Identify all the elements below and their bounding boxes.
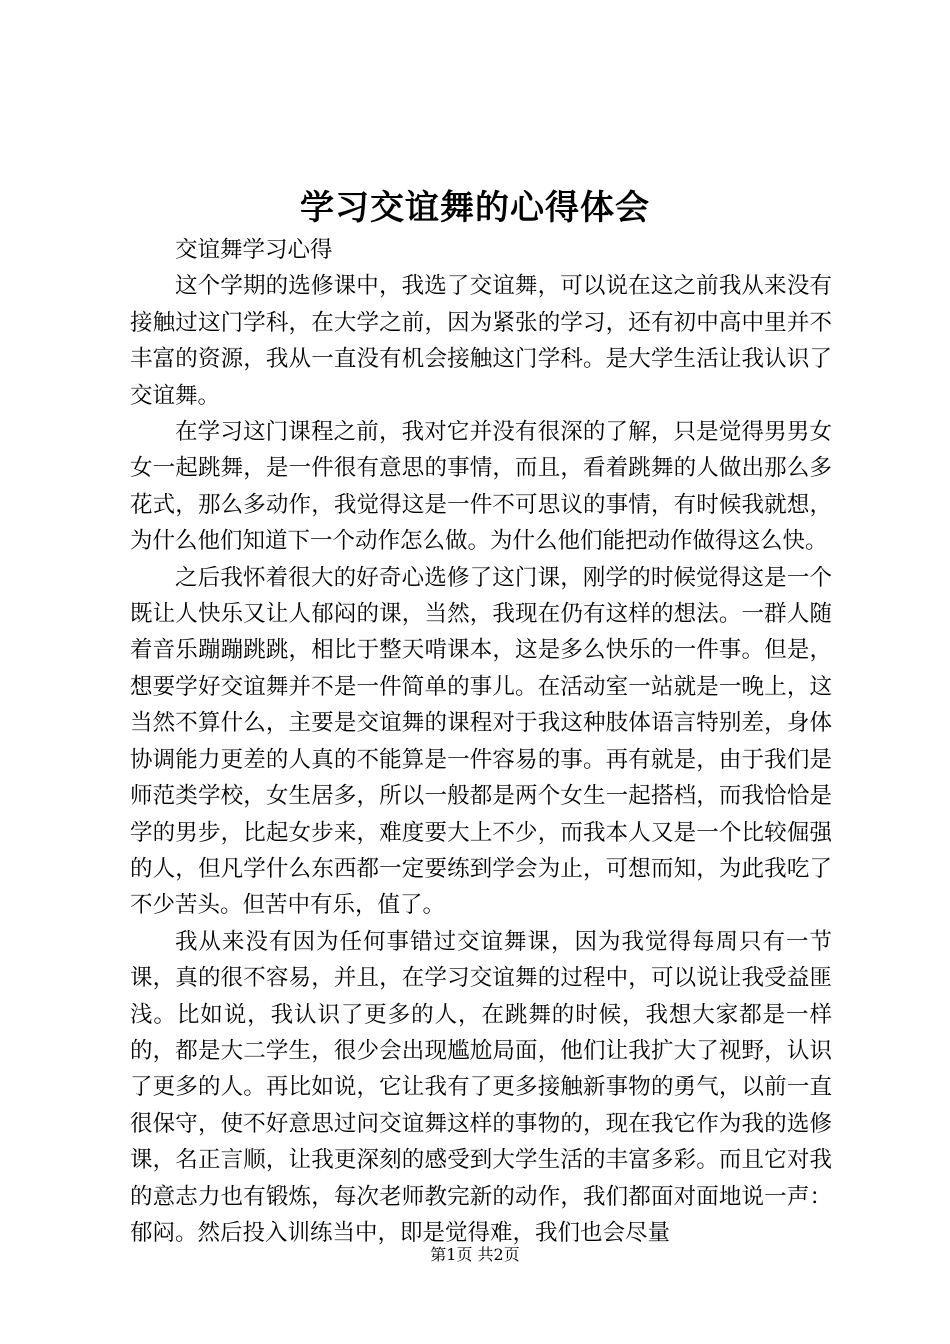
paragraph: 在学习这门课程之前，我对它并没有很深的了解，只是觉得男男女女一起跳舞，是一件很有意思的事情，而且，看着跳舞的人做出那么多花式，那么多动作，我觉得这是一件不可思议的事情，有时候我就想，为什么他们知道下一个动作怎么做。为什么他们能把动作做得这么快。	[130, 419, 832, 555]
document-body	[130, 232, 832, 1251]
document-subheading: 交谊舞学习心得	[175, 237, 333, 263]
paragraph: 之后我怀着很大的好奇心选修了这门课，刚学的时候觉得这是一个既让人快乐又让人郁闷的课，当然，我现在仍有这样的想法。一群人随着音乐蹦蹦跳跳，相比于整天啃课本，这是多么快乐的一件事。但是，想要学好交谊舞并不是一件简单的事儿。在活动室一站就是一晚上，这当然不算什么，主要是交谊舞的课程对于我这种肢体语言特别差，身体协调能力更差的人真的不能算是一件容易的事。再有就是，由于我们是师范类学校，女生居多，所以一般都是两个女生一起搭档，而我恰恰是学的男步，比起女步来，难度要大上不少，而我本人又是一个比较倔强的人，但凡学什么东西都一定要练到学会为止，可想而知，为此我吃了不少苦头。但苦中有乐，值了。	[130, 564, 832, 919]
document-title: 学习交谊舞的心得体会	[300, 188, 650, 228]
paragraph: 我从来没有因为任何事错过交谊舞课，因为我觉得每周只有一节课，真的很不容易，并且，在学习交谊舞的过程中，可以说让我受益匪浅。比如说，我认识了更多的人，在跳舞的时候，我想大家都是一样的，都是大二学生，很少会出现尴尬局面，他们让我扩大了视野，认识了更多的人。再比如说，它让我有了更多接触新事物的勇气，以前一直很保守，使不好意思过问交谊舞这样的事物的，现在我它作为我的选修课，名正言顺，让我更深刻的感受到大学生活的丰富多彩。而且它对我的意志力也有锻炼，每次老师教完新的动作，我们都面对面地说一声：郁闷。然后投入训练当中，即是觉得难，我们也会尽量	[130, 928, 832, 1246]
paragraph: 这个学期的选修课中，我选了交谊舞，可以说在这之前我从来没有接触过这门学科，在大学之前，因为紧张的学习，还有初中高中里并不丰富的资源，我从一直没有机会接触这门学科。是大学生活让我认识了交谊舞。	[130, 273, 832, 409]
page-footer: 第1页 共2页	[430, 1245, 520, 1264]
